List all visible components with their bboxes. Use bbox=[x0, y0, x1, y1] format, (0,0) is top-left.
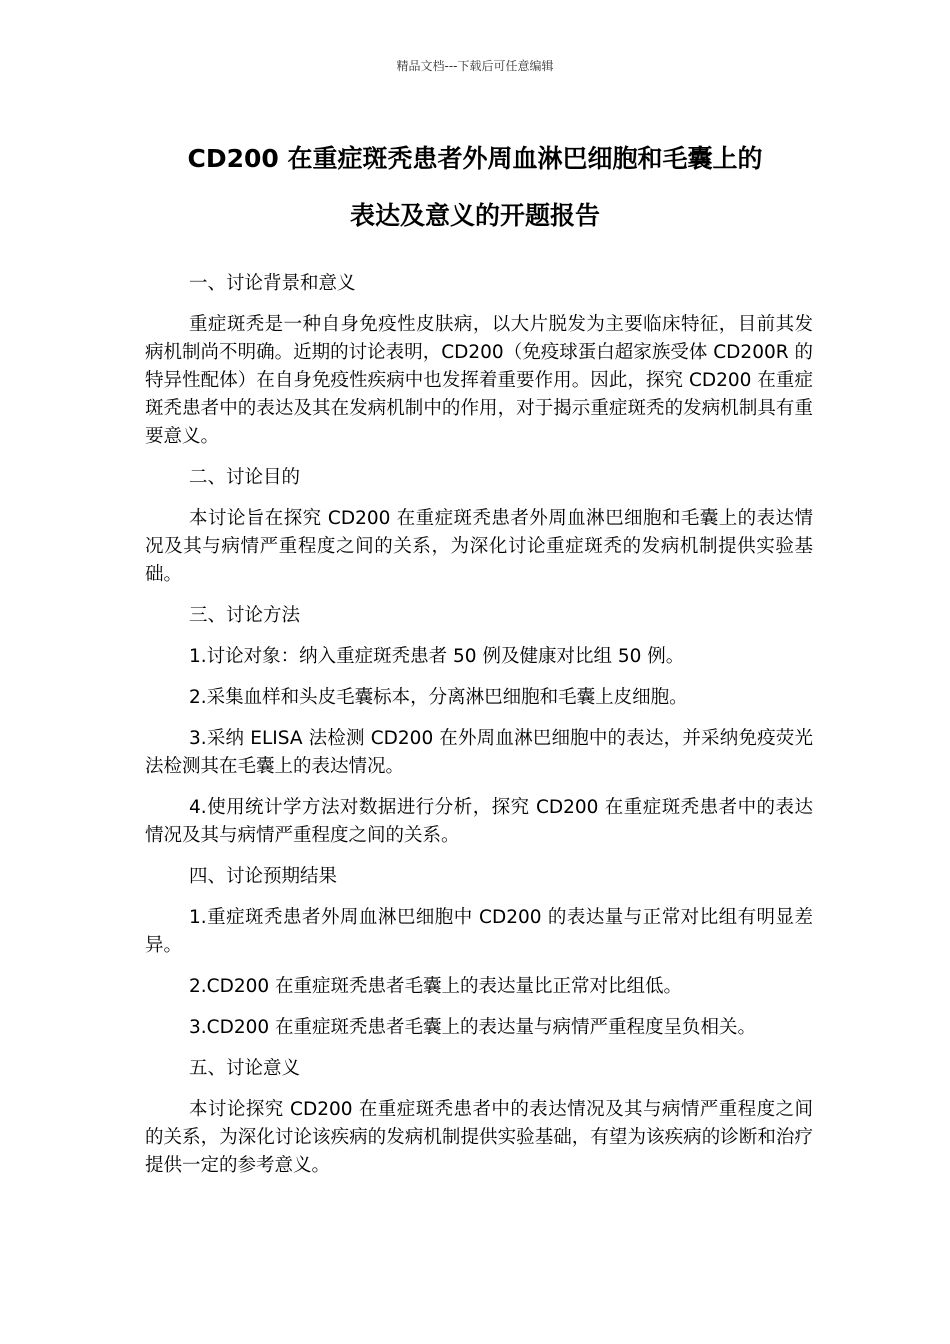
section-heading-purpose: 二、讨论目的 bbox=[189, 467, 301, 488]
document-title-line-2: 表达及意义的开题报告 bbox=[349, 201, 600, 230]
results-item-3: 3.CD200 在重症斑秃患者毛囊上的表达量与病情严重程度呈负相关。 bbox=[189, 1017, 757, 1038]
section-heading-significance: 五、讨论意义 bbox=[189, 1058, 301, 1079]
paragraph-purpose: 本讨论旨在探究 CD200 在重症斑秃患者外周血淋巴细胞和毛囊上的表达情况及其与病情严重程度之间的关系，为深化讨论重症斑秃的发病机制提供实验基础。 bbox=[145, 508, 813, 585]
methods-item-1: 1.讨论对象：纳入重症斑秃患者 50 例及健康对比组 50 例。 bbox=[189, 646, 685, 667]
results-item-2: 2.CD200 在重症斑秃患者毛囊上的表达量比正常对比组低。 bbox=[189, 976, 683, 997]
paragraph-significance: 本讨论探究 CD200 在重症斑秃患者中的表达情况及其与病情严重程度之间的关系，为深化讨论该疾病的发病机制提供实验基础，有望为该疾病的诊断和治疗提供一定的参考意义。 bbox=[145, 1099, 813, 1176]
methods-item-2: 2.采集血样和头皮毛囊标本，分离淋巴细胞和毛囊上皮细胞。 bbox=[189, 687, 688, 708]
document-title-line-1: CD200 在重症斑秃患者外周血淋巴细胞和毛囊上的 bbox=[187, 144, 763, 173]
methods-item-3: 3.采纳 ELISA 法检测 CD200 在外周血淋巴细胞中的表达，并采纳免疫荧光法检测其在毛囊上的表达情况。 bbox=[145, 728, 813, 777]
paragraph-background: 重症斑秃是一种自身免疫性皮肤病，以大片脱发为主要临床特征，目前其发病机制尚不明确。近期的讨论表明，CD200（免疫球蛋白超家族受体 CD200R 的特异性配体）在自身免疫性疾病中也发挥着重要作用。因此，探究 CD200 在重症斑秃患者中的表达及其在发病机制中的作用，对于揭示重症斑秃的发病机制具有重要意义。 bbox=[145, 314, 813, 447]
page-header: 精品文档---下载后可任意编辑 bbox=[396, 59, 554, 73]
section-heading-background: 一、讨论背景和意义 bbox=[189, 273, 356, 294]
section-heading-expected-results: 四、讨论预期结果 bbox=[189, 866, 338, 887]
section-heading-methods: 三、讨论方法 bbox=[189, 605, 301, 626]
document-body bbox=[145, 270, 813, 1193]
results-item-1: 1.重症斑秃患者外周血淋巴细胞中 CD200 的表达量与正常对比组有明显差异。 bbox=[145, 907, 813, 956]
methods-item-4: 4.使用统计学方法对数据进行分析，探究 CD200 在重症斑秃患者中的表达情况及其与病情严重程度之间的关系。 bbox=[145, 797, 813, 846]
